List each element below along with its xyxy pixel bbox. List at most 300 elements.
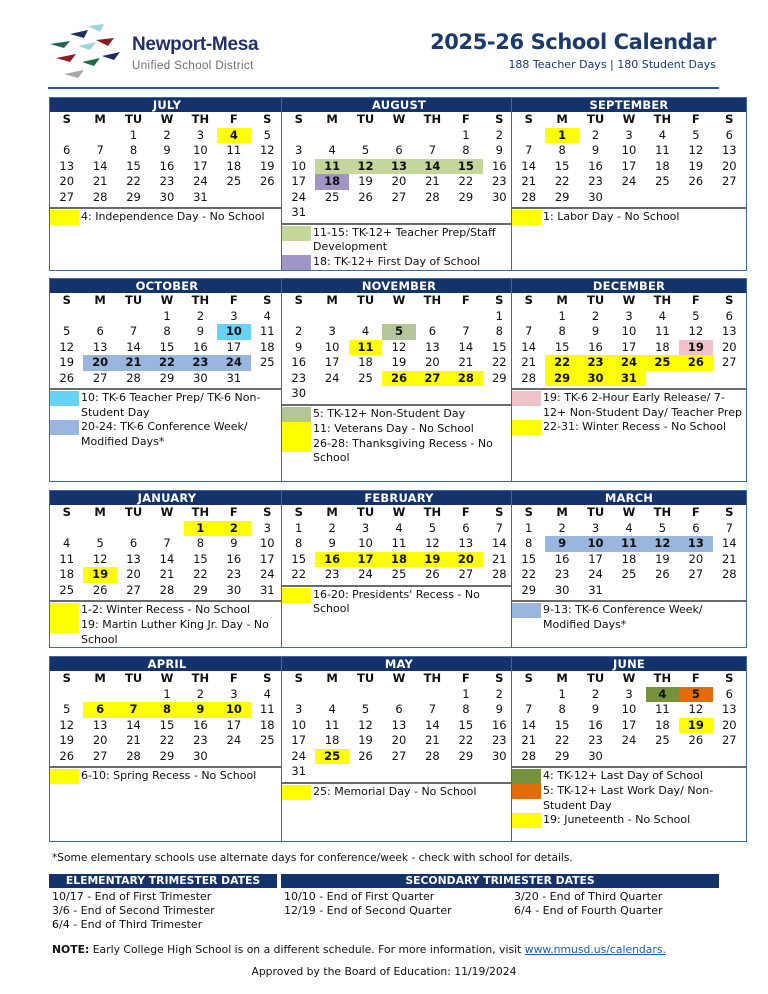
day-cell: 24: [358, 567, 373, 581]
day-cell: 4: [328, 702, 336, 716]
weekday-label: TH: [653, 671, 672, 685]
day-cell: 17: [291, 174, 307, 188]
day-cell: 28: [126, 370, 141, 385]
day-cell: 30: [159, 189, 175, 204]
day-cell: 7: [725, 520, 733, 535]
legend-swatch: [50, 603, 79, 618]
legend-text: 19: Juneteenth - No School: [543, 813, 691, 826]
day-cell: 20: [721, 158, 737, 173]
day-cell: 8: [196, 536, 205, 550]
weekday-label: S: [294, 112, 303, 126]
day-cell: 16: [226, 551, 242, 566]
day-cell: 25: [621, 567, 637, 581]
day-cell: 6: [725, 308, 733, 323]
day-cell: 28: [425, 189, 440, 204]
day-cell: 12: [358, 717, 373, 732]
weekday-label: M: [556, 293, 568, 307]
legend-text: 22-31: Winter Recess - No School: [543, 420, 727, 433]
month-title: JUNE: [512, 657, 746, 671]
day-cell: 8: [525, 536, 533, 550]
highlighted-day: 13: [382, 159, 415, 175]
day-cell: 31: [291, 764, 307, 778]
empty-cell: [50, 687, 83, 703]
day-cell: 28: [521, 189, 537, 204]
day-cell: 19: [259, 158, 275, 173]
legend-swatch: [50, 391, 79, 406]
day-cell: 18: [655, 339, 670, 354]
weekday-label: F: [461, 112, 470, 126]
day-cell: 6: [428, 324, 437, 338]
day-cell: 27: [391, 189, 407, 204]
empty-cell: [83, 128, 116, 144]
highlighted-day: 17: [349, 552, 382, 568]
highlighted-day: 1: [184, 521, 217, 537]
empty-cell: [150, 521, 183, 537]
empty-cell: [315, 687, 348, 703]
day-cell: 6: [96, 324, 104, 338]
day-cell: 27: [59, 189, 75, 204]
legend-text: 10: TK-6 Teacher Prep/ TK-6 Non-Student Day: [81, 391, 261, 419]
day-cell: 7: [129, 324, 138, 338]
weekday-label: TH: [423, 293, 442, 307]
month-legend: [282, 404, 516, 466]
day-cell: 17: [226, 717, 242, 732]
day-cell: 5: [96, 536, 104, 550]
day-cell: 16: [554, 551, 570, 566]
day-cell: 5: [63, 324, 71, 338]
highlighted-day: 24: [217, 355, 250, 371]
highlighted-day: 8: [150, 702, 183, 718]
day-cell: 7: [525, 143, 533, 157]
month-july: [49, 97, 285, 271]
elementary-dates-header: ELEMENTARY TRIMESTER DATES: [49, 874, 277, 888]
day-cell: 15: [521, 551, 537, 566]
day-cell: 13: [721, 324, 737, 338]
highlighted-day: 20: [83, 355, 116, 371]
day-cell: 25: [324, 189, 340, 204]
highlighted-day: 25: [646, 355, 679, 371]
secondary-dates-header: SECONDARY TRIMESTER DATES: [281, 874, 719, 888]
empty-cell: [349, 687, 382, 703]
day-cell: 7: [163, 536, 171, 550]
day-cell: 19: [358, 174, 373, 188]
day-cell: 19: [59, 733, 75, 747]
day-cell: 19: [358, 733, 373, 747]
weekday-label: W: [622, 505, 636, 519]
day-cell: 12: [425, 536, 440, 550]
weekday-label: S: [263, 112, 272, 126]
day-counts: 188 Teacher Days | 180 Student Days: [508, 58, 716, 71]
day-cell: 28: [126, 748, 141, 763]
day-cell: 8: [462, 702, 470, 716]
weekday-label: TU: [586, 293, 605, 307]
weekday-label: S: [263, 505, 272, 519]
weekday-label: S: [294, 293, 303, 307]
month-title: OCTOBER: [50, 279, 284, 293]
day-cell: 8: [129, 143, 138, 157]
day-cell: 25: [655, 174, 670, 188]
day-cell: 23: [226, 567, 242, 581]
legend-text: 11-15: TK-12+ Teacher Prep/Staff Development: [313, 225, 496, 253]
day-cell: 2: [591, 308, 600, 323]
legend-swatch: [282, 422, 311, 437]
day-cell: 5: [361, 143, 370, 157]
day-cell: 22: [554, 174, 570, 188]
day-cell: 20: [721, 339, 737, 354]
month-november: [281, 278, 517, 482]
legend-text: 5: TK-12+ Last Work Day/ Non-Student Day: [543, 784, 714, 812]
highlighted-day: 12: [646, 536, 679, 552]
elementary-date-item: 3/6 - End of Second Trimester: [52, 904, 215, 917]
legend-swatch: [282, 437, 311, 452]
weekday-label: TU: [124, 112, 143, 126]
month-grid: [50, 671, 284, 766]
day-cell: 25: [259, 355, 275, 369]
legend-text: 18: TK-12+ First Day of School: [313, 254, 481, 268]
day-cell: 14: [491, 536, 507, 550]
month-title: MARCH: [512, 491, 746, 505]
day-cell: 4: [263, 308, 271, 323]
day-cell: 30: [491, 748, 507, 763]
month-title: SEPTEMBER: [512, 98, 746, 112]
day-cell: 14: [521, 717, 537, 732]
legend-item: [512, 603, 746, 632]
month-february: [281, 490, 517, 648]
elementary-date-item: 6/4 - End of Third Trimester: [52, 918, 203, 931]
day-cell: 18: [655, 158, 670, 173]
day-cell: 29: [458, 189, 474, 204]
day-cell: 3: [230, 686, 238, 701]
day-cell: 15: [458, 717, 474, 732]
day-cell: 23: [193, 733, 208, 747]
day-cell: 7: [495, 520, 503, 535]
highlighted-day: 1: [545, 128, 578, 144]
day-cell: 1: [295, 520, 303, 535]
day-cell: 4: [263, 686, 271, 701]
day-cell: 29: [554, 189, 570, 204]
day-cell: 21: [92, 174, 108, 188]
day-cell: 23: [554, 567, 570, 581]
day-cell: 17: [291, 733, 307, 747]
day-cell: 12: [92, 551, 108, 566]
day-cell: 14: [92, 158, 108, 173]
weekday-label: TU: [586, 112, 605, 126]
day-cell: 24: [621, 174, 637, 188]
weekday-label: W: [392, 293, 406, 307]
day-cell: 8: [295, 536, 303, 550]
weekday-label: S: [524, 112, 533, 126]
weekday-label: M: [326, 112, 338, 126]
highlighted-day: 26: [382, 371, 415, 387]
day-cell: 26: [259, 174, 275, 188]
empty-cell: [117, 687, 150, 703]
weekday-label: F: [229, 112, 238, 126]
day-cell: 14: [521, 339, 537, 354]
legend-swatch: [512, 769, 541, 784]
day-cell: 8: [558, 324, 566, 338]
day-cell: 16: [491, 158, 507, 173]
day-cell: 21: [721, 551, 737, 566]
day-cell: 30: [554, 582, 570, 597]
day-cell: 7: [428, 702, 437, 716]
highlighted-day: 18: [382, 552, 415, 568]
day-cell: 5: [428, 520, 437, 535]
legend-swatch: [50, 769, 79, 784]
day-cell: 12: [259, 143, 275, 157]
day-cell: 31: [193, 189, 208, 204]
day-cell: 10: [324, 339, 340, 354]
legend-item: [282, 226, 516, 255]
day-cell: 3: [625, 127, 633, 142]
day-cell: 4: [625, 520, 633, 535]
weekday-label: S: [62, 112, 71, 126]
secondary-date-item: 12/19 - End of Second Quarter: [284, 904, 452, 917]
weekday-label: W: [160, 505, 174, 519]
month-legend: [282, 782, 516, 800]
month-grid: [50, 505, 284, 600]
empty-cell: [282, 687, 315, 703]
highlighted-day: 10: [217, 324, 250, 340]
day-cell: 26: [358, 189, 373, 204]
asterisk-note: *Some elementary schools use alternate days for conference/week - check with school for details.: [52, 852, 573, 864]
day-cell: 13: [721, 702, 737, 716]
month-grid: [50, 293, 284, 388]
day-cell: 17: [621, 717, 637, 732]
empty-cell: [50, 128, 83, 144]
day-cell: 29: [491, 370, 507, 385]
day-cell: 18: [226, 158, 242, 173]
highlighted-day: 10: [217, 702, 250, 718]
day-cell: 8: [558, 702, 566, 716]
highlighted-day: 12: [349, 159, 382, 175]
legend-text: 19: TK-6 2-Hour Early Release/ 7-12+ Non-Student Day/ Teacher Prep: [543, 391, 742, 419]
day-cell: 17: [193, 158, 208, 173]
day-cell: 22: [126, 174, 141, 188]
day-cell: 11: [655, 143, 670, 157]
month-title: APRIL: [50, 657, 284, 671]
weekday-label: TU: [124, 293, 143, 307]
legend-swatch: [50, 618, 79, 633]
month-legend: [512, 600, 746, 632]
day-cell: 8: [495, 324, 503, 338]
day-cell: 8: [163, 324, 171, 338]
weekday-label: S: [725, 293, 734, 307]
day-cell: 25: [259, 733, 275, 747]
legend-swatch: [512, 420, 541, 435]
day-cell: 17: [324, 355, 340, 369]
day-cell: 28: [721, 567, 737, 581]
day-cell: 7: [525, 324, 533, 338]
legend-text: 6-10: Spring Recess - No School: [81, 769, 257, 782]
highlighted-day: 21: [117, 355, 150, 371]
empty-cell: [50, 521, 83, 537]
weekday-label: TH: [191, 112, 210, 126]
empty-cell: [416, 309, 449, 325]
legend-item: [282, 785, 516, 800]
month-title: DECEMBER: [512, 279, 746, 293]
day-cell: 15: [554, 717, 570, 732]
day-cell: 1: [558, 686, 566, 701]
empty-cell: [117, 521, 150, 537]
day-cell: 27: [126, 582, 141, 597]
day-cell: 11: [391, 536, 407, 550]
month-september: [511, 97, 747, 271]
highlighted-day: 25: [315, 749, 348, 765]
day-cell: 17: [259, 551, 275, 566]
day-cell: 7: [462, 324, 470, 338]
day-cell: 3: [591, 520, 600, 535]
highlighted-day: 23: [579, 355, 612, 371]
day-cell: 4: [658, 127, 667, 142]
weekday-label: W: [160, 671, 174, 685]
day-cell: 18: [259, 717, 275, 732]
weekday-label: M: [326, 671, 338, 685]
weekday-label: M: [94, 293, 106, 307]
weekday-label: W: [392, 505, 406, 519]
month-april: [49, 656, 285, 842]
day-cell: 11: [324, 717, 340, 732]
month-august: [281, 97, 517, 271]
legend-swatch: [50, 420, 79, 435]
highlighted-day: 15: [449, 159, 482, 175]
day-cell: 19: [688, 158, 704, 173]
day-cell: 24: [588, 567, 603, 581]
day-cell: 16: [193, 339, 208, 354]
day-cell: 21: [159, 567, 175, 581]
day-cell: 2: [591, 686, 600, 701]
day-cell: 13: [92, 339, 108, 354]
day-cell: 31: [226, 370, 242, 385]
day-cell: 27: [391, 748, 407, 763]
weekday-label: S: [62, 671, 71, 685]
month-grid: [512, 671, 746, 766]
day-cell: 18: [655, 717, 670, 732]
day-cell: 26: [59, 748, 75, 763]
day-cell: 26: [655, 567, 670, 581]
weekday-label: S: [495, 112, 504, 126]
day-cell: 4: [328, 143, 336, 157]
legend-text: 9-13: TK-6 Conference Week/ Modified Days*: [543, 603, 703, 631]
day-cell: 12: [688, 702, 704, 716]
day-cell: 26: [688, 733, 704, 747]
day-cell: 9: [591, 143, 600, 157]
day-cell: 27: [721, 733, 737, 747]
day-cell: 21: [458, 355, 474, 369]
day-cell: 28: [491, 567, 507, 581]
district-name: Newport-Mesa: [132, 34, 259, 55]
day-cell: 10: [291, 158, 307, 173]
day-cell: 15: [554, 339, 570, 354]
day-cell: 12: [688, 143, 704, 157]
day-cell: 16: [588, 339, 603, 354]
highlighted-day: 29: [545, 371, 578, 387]
day-cell: 14: [126, 717, 141, 732]
day-cell: 11: [59, 551, 75, 566]
month-title: JULY: [50, 98, 284, 112]
highlighted-day: 22: [150, 355, 183, 371]
day-cell: 9: [591, 702, 600, 716]
day-cell: 3: [295, 143, 303, 157]
highlighted-day: 20: [449, 552, 482, 568]
empty-cell: [50, 309, 83, 325]
weekday-label: TH: [423, 112, 442, 126]
weekday-label: TH: [653, 293, 672, 307]
empty-cell: [512, 309, 545, 325]
weekday-label: F: [691, 505, 700, 519]
day-cell: 5: [692, 308, 700, 323]
day-cell: 15: [159, 339, 175, 354]
day-cell: 9: [230, 536, 238, 550]
weekday-label: M: [326, 505, 338, 519]
day-cell: 16: [193, 717, 208, 732]
weekday-label: M: [94, 112, 106, 126]
month-legend: [50, 207, 284, 225]
legend-item: [512, 210, 746, 225]
day-cell: 13: [458, 536, 474, 550]
calendars-link[interactable]: www.nmusd.us/calendars.: [524, 943, 666, 956]
day-cell: 23: [291, 370, 307, 385]
day-cell: 9: [196, 324, 205, 338]
month-legend: [282, 585, 516, 617]
highlighted-day: 11: [315, 159, 348, 175]
month-legend: [282, 223, 516, 270]
month-grid: [512, 293, 746, 388]
day-cell: 8: [462, 143, 470, 157]
empty-cell: [512, 687, 545, 703]
month-grid: [282, 293, 516, 404]
weekday-label: S: [62, 505, 71, 519]
note-label: NOTE:: [52, 943, 90, 956]
day-cell: 5: [692, 127, 700, 142]
weekday-label: F: [461, 505, 470, 519]
highlighted-day: 19: [416, 552, 449, 568]
day-cell: 30: [193, 748, 208, 763]
weekday-label: TU: [124, 671, 143, 685]
month-october: [49, 278, 285, 482]
empty-cell: [315, 128, 348, 144]
day-cell: 12: [59, 717, 75, 732]
day-cell: 27: [721, 355, 737, 369]
day-cell: 6: [692, 520, 700, 535]
day-cell: 1: [525, 520, 533, 535]
weekday-label: TH: [191, 293, 210, 307]
weekday-label: W: [622, 671, 636, 685]
legend-item: [282, 437, 516, 466]
weekday-label: TH: [653, 505, 672, 519]
day-cell: 10: [291, 717, 307, 732]
legend-item: [282, 255, 516, 270]
legend-text: 25: Memorial Day - No School: [313, 784, 477, 798]
day-cell: 13: [92, 717, 108, 732]
month-january: [49, 490, 285, 648]
empty-cell: [315, 309, 348, 325]
day-cell: 12: [59, 339, 75, 354]
day-cell: 22: [554, 733, 570, 747]
day-cell: 13: [391, 717, 407, 732]
weekday-label: TU: [356, 293, 375, 307]
highlighted-day: 2: [217, 521, 250, 537]
day-cell: 4: [395, 520, 403, 535]
weekday-label: S: [294, 671, 303, 685]
day-cell: 4: [658, 308, 667, 323]
day-cell: 30: [193, 370, 208, 385]
day-cell: 25: [358, 370, 373, 385]
day-cell: 9: [295, 339, 303, 354]
day-cell: 14: [521, 158, 537, 173]
empty-cell: [382, 309, 415, 325]
weekday-label: F: [229, 293, 238, 307]
day-cell: 9: [163, 143, 171, 157]
